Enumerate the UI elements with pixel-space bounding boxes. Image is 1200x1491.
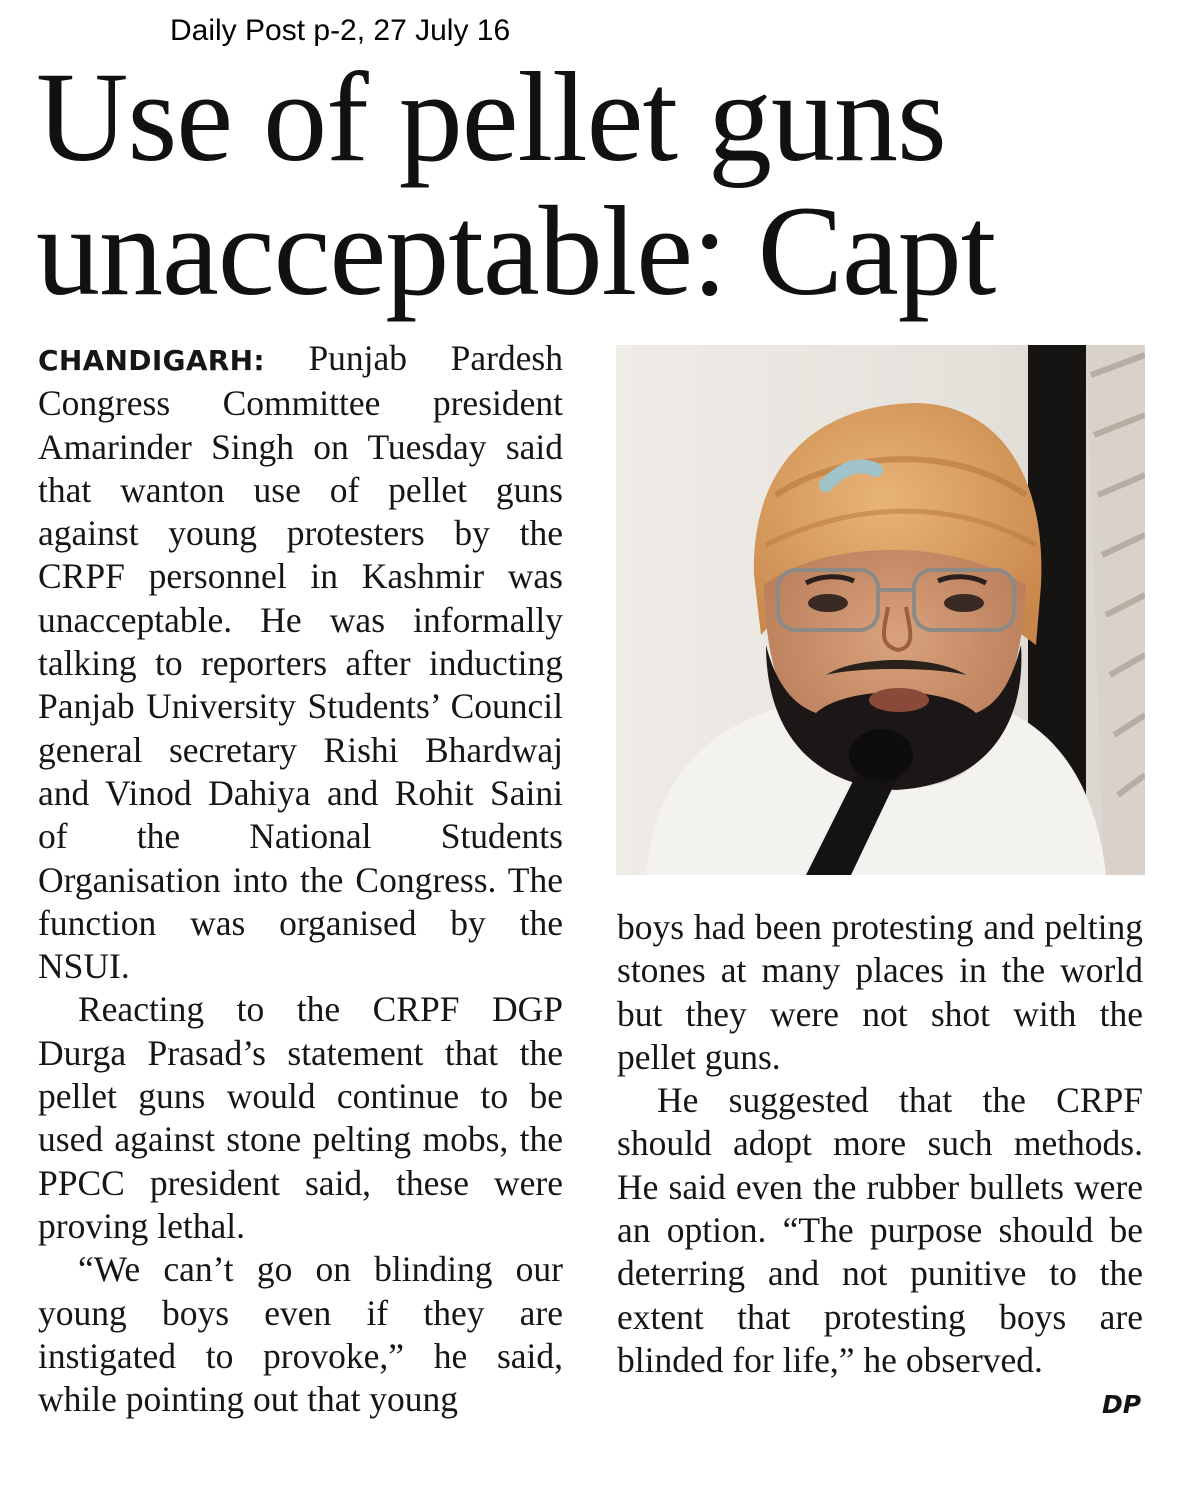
headline-line-1: Use of pellet guns (36, 46, 946, 188)
source-note: Daily Post p-2, 27 July 16 (170, 14, 511, 47)
article-column-right (617, 906, 1143, 1382)
article-paragraph-1 (38, 337, 563, 988)
article-paragraph-4: He suggested that the CRPF should adopt more such methods. He said even the rubber bullets were an option. “The purpose should be deterring and not punitive to the extent that protesting boys are blinded for life,” he observed. (617, 1080, 1143, 1380)
article-paragraph-2: Reacting to the CRPF DGP Durga Prasad’s statement that the pellet guns would continue to be used against stone pelting mobs, the PPCC president said, these were proving lethal. (38, 989, 563, 1246)
article-column-left (38, 337, 563, 1421)
article-paragraph-3-continued: boys had been protesting and pelting stones at many places in the world but they were not shot with the pellet guns. (617, 907, 1143, 1077)
headline-line-2: unacceptable: Capt (36, 180, 996, 322)
portrait-illustration (616, 345, 1145, 875)
microphone-head (849, 729, 913, 781)
dateline: CHANDIGARH: (38, 344, 265, 377)
byline: DP (1102, 1390, 1142, 1419)
portrait-photo (616, 345, 1145, 875)
article-paragraph-3: “We can’t go on blinding our young boys even if they are instigated to provoke,” he said, while pointing out that young (38, 1249, 563, 1420)
headline (36, 46, 1176, 322)
paragraph-1-text: Punjab Pardesh Congress Committee president Amarinder Singh on Tuesday said that wanton use of pellet guns against young protesters by the CRPF personnel in Kashmir was unacceptable. He was informally talking to reporters after inducting Panjab University Students’ Council general secretary Rishi Bhardwaj and Vinod Dahiya and Rohit Saini of the National Students Organisation into the Congress. The function was organised by the NSUI. (38, 338, 563, 987)
